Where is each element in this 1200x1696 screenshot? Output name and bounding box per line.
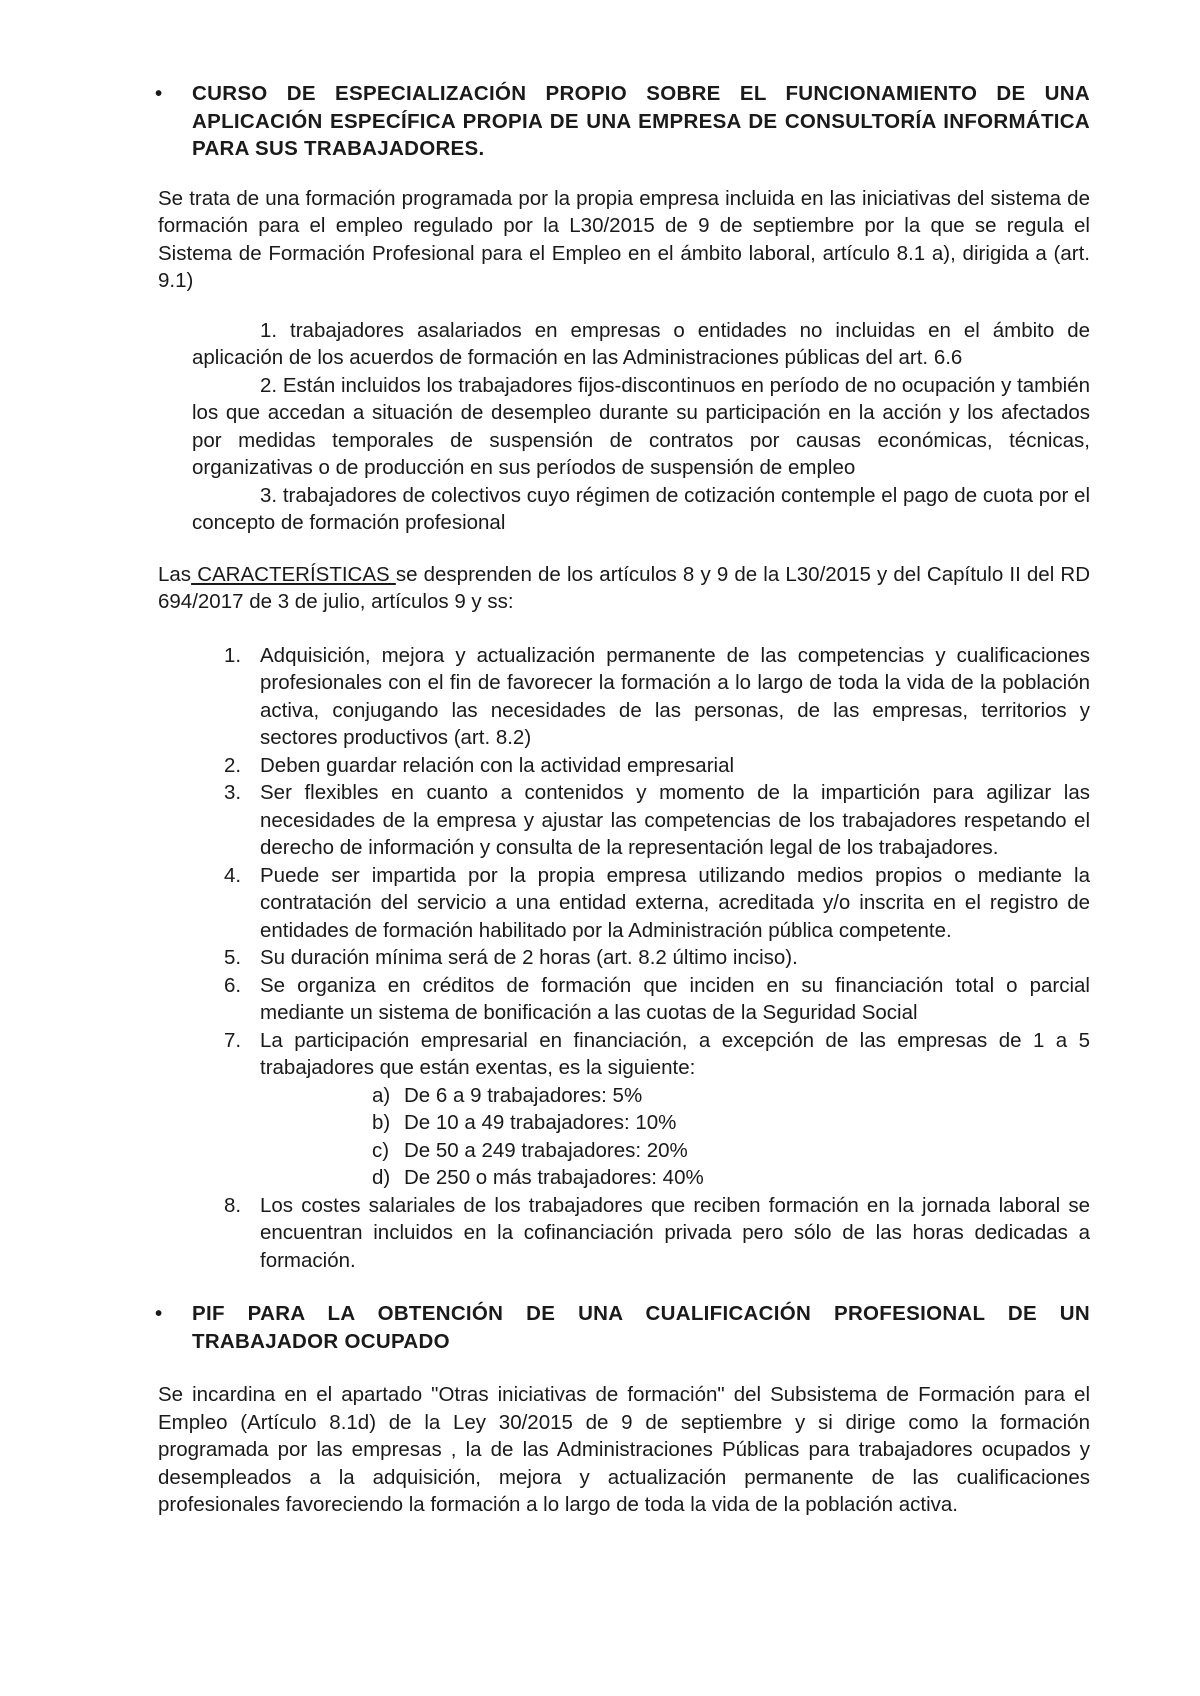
section1-heading-text: CURSO DE ESPECIALIZACIÓN PROPIO SOBRE EL FUNCIONAMIENTO DE UNA APLICACIÓN ESPECÍFICA PROPIA DE UNA EMPRESA DE CONSULTORÍA INFORMÁTICA PARA SUS TRABAJADORES. (192, 82, 1090, 160)
caracteristica-item (224, 779, 1090, 862)
item-number: 8. (224, 1193, 242, 1217)
item-text: Los costes salariales de los trabajadores que reciben formación en la jornada laboral se encuentran incluidos en la cofinanciación privada pero sólo de las horas dedicadas a formación. (260, 1193, 1090, 1272)
item-text: De 250 o más trabajadores: 40% (404, 1166, 704, 1189)
item-letter: a) (372, 1083, 391, 1107)
caract-suffix: se desprenden de los artículos 8 y 9 de la L30/2015 y del Capítulo II del RD 694/2017 de 3 de julio, artículos 9 y ss: (158, 562, 1090, 613)
section2-heading (155, 1300, 1090, 1355)
caracteristicas-intro (158, 561, 1090, 616)
caracteristica-item (224, 752, 1090, 780)
item-number: 2. (224, 753, 242, 777)
item-text: De 50 a 249 trabajadores: 20% (404, 1138, 688, 1162)
section1-intro: Se trata de una formación programada por la propia empresa incluida en las iniciativas del sistema de formación para el empleo regulado por la L30/2015 de 9 de septiembre por la que se regula el Sistema de Formación Profesional para el Empleo en el ámbito laboral, artículo 8.1 a), dirigida a (art. 9.1) (158, 186, 1090, 292)
item-number: 6. (224, 973, 242, 997)
item-letter: d) (372, 1166, 391, 1189)
caracteristica-item (224, 642, 1090, 752)
item-text: Puede ser impartida por la propia empresa utilizando medios propios o mediante la contratación del servicio a una entidad externa, acreditada y/o inscrita en el registro de entidades de formación habilitado por la Administración pública competente. (260, 863, 1090, 942)
item-number: 7. (224, 1028, 242, 1052)
item-text: Su duración mínima será de 2 horas (art. 8.2 último inciso). (260, 946, 798, 969)
destinatario-item-3: 3. trabajadores de colectivos cuyo régimen de cotización contemple el pago de cuota por el concepto de formación profesional (192, 483, 1090, 534)
destinatarios-list (158, 317, 1090, 537)
document-content (155, 80, 1090, 1519)
item-text: De 10 a 49 trabajadores: 10% (404, 1111, 677, 1134)
bullet-icon: • (155, 1302, 163, 1325)
caracteristicas-list (158, 642, 1090, 1275)
section1-heading (155, 80, 1090, 163)
caract-prefix: Las (158, 562, 192, 586)
item-text: De 6 a 9 trabajadores: 5% (404, 1083, 643, 1107)
porcentaje-item (372, 1082, 1090, 1110)
bullet-icon: • (155, 82, 163, 105)
caracteristica-item (224, 862, 1090, 945)
porcentajes-list (260, 1082, 1090, 1192)
item-number: 1. (224, 643, 242, 667)
item-text: Adquisición, mejora y actualización permanente de las competencias y cualificaciones profesionales con el fin de favorecer la formación a lo largo de toda la vida de la población activa, conjugando las necesidades de las personas, de las empresas, territorios y sectores productivos (art. 8.2) (260, 643, 1090, 749)
item-number: 5. (224, 946, 242, 969)
item-letter: b) (372, 1111, 391, 1134)
item-text: Ser flexibles en cuanto a contenidos y momento de la impartición para agilizar las necesidades de la empresa y ajustar las competencias de los trabajadores respetando el derecho de información y consulta de la representación legal de los trabajadores. (260, 781, 1090, 859)
destinatario-item-1: 1. trabajadores asalariados en empresas o entidades no incluidas en el ámbito de aplicación de los acuerdos de formación en las Administraciones públicas del art. 6.6 (192, 318, 1090, 369)
caracteristica-item (224, 1027, 1090, 1082)
section2-body: Se incardina en el apartado "Otras iniciativas de formación" del Subsistema de Formación para el Empleo (Artículo 8.1d) de la Ley 30/2015 de 9 de septiembre y si dirige como la formación programada por las empresas , la de las Administraciones Públicas para trabajadores ocupados y desempleados a la adquisición, mejora y actualización permanente de las cualificaciones profesionales favoreciendo la formación a lo largo de toda la vida de la población activa. (158, 1383, 1090, 1516)
section2-heading-text: PIF PARA LA OBTENCIÓN DE UNA CUALIFICACIÓN PROFESIONAL DE UN TRABAJADOR OCUPADO (192, 1302, 1090, 1353)
porcentaje-item (372, 1137, 1090, 1165)
caracteristica-item (224, 944, 1090, 972)
porcentaje-item (372, 1164, 1090, 1192)
item-number: 4. (224, 863, 242, 887)
item-text: Deben guardar relación con la actividad empresarial (260, 753, 735, 777)
caracteristica-item (224, 972, 1090, 1027)
item-text: Se organiza en créditos de formación que inciden en su financiación total o parcial mediante un sistema de bonificación a las cuotas de la Seguridad Social (260, 973, 1090, 1024)
caracteristica-item (224, 1192, 1090, 1275)
item-number: 3. (224, 781, 242, 804)
item-letter: c) (372, 1138, 390, 1162)
destinatario-item-2: 2. Están incluidos los trabajadores fijos-discontinuos en período de no ocupación y también los que accedan a situación de desempleo durante su participación en la acción y los afectados por medidas temporales de suspensión de contratos por causas económicas, técnicas, organizativas o de producción en sus períodos de suspensión de empleo (192, 373, 1090, 479)
item-text: La participación empresarial en financiación, a excepción de las empresas de 1 a 5 trabajadores que están exentas, es la siguiente: (260, 1028, 1090, 1079)
porcentaje-item (372, 1109, 1090, 1137)
caracteristicas-underlined: CARACTERÍSTICAS (191, 562, 396, 586)
